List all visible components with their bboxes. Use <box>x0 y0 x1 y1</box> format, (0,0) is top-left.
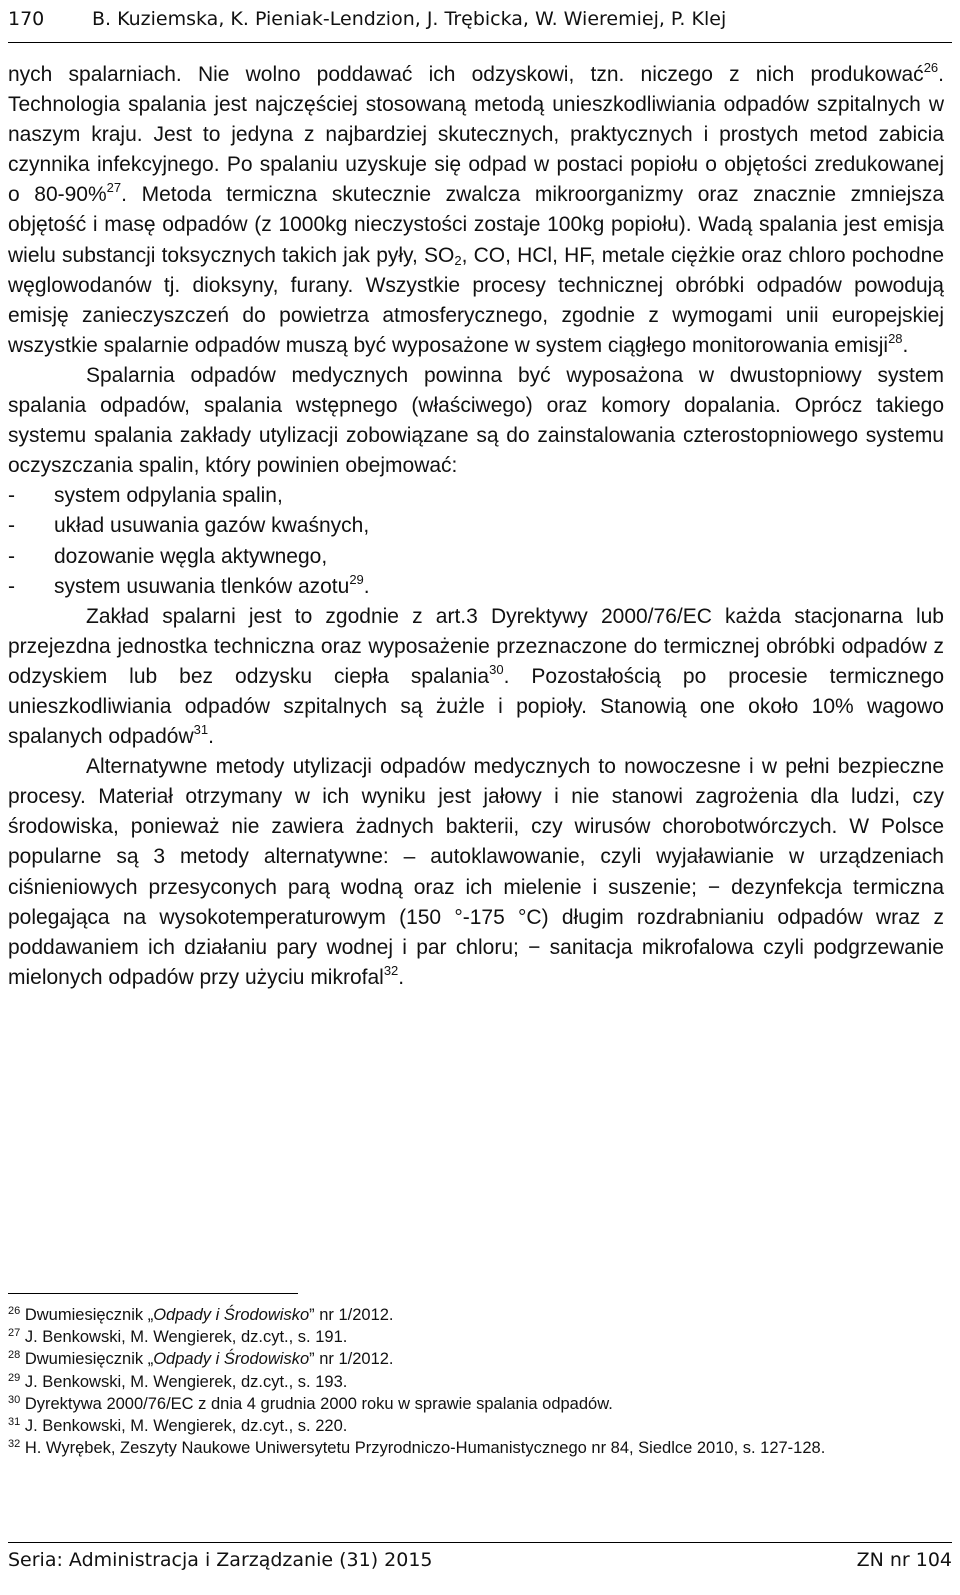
footnote-ref: 26 <box>923 60 939 75</box>
text-run: . <box>363 574 370 598</box>
text-run: Zakład spalarni jest to zgodnie z art.3 Dyrektywy 2000/76/EC każda stacjonarna lub przejezdna jednostka techniczna oraz wyposażenie przeznaczone do termicznej obróbki odpadów z odzyskiem lub bez odzysku ciepła spalania <box>8 604 944 688</box>
footer-series: Seria: Administracja i Zarządzanie (31) 2015 <box>8 1549 433 1571</box>
footnote-ref: 29 <box>349 571 364 587</box>
footnote-text: J. Benkowski, M. Wengierek, dz.cyt., s. 191. <box>24 1328 348 1347</box>
footnote-text: Dwumiesięcznik „ <box>24 1350 154 1369</box>
header-authors: B. Kuziemska, K. Pieniak-Lendzion, J. Trębicka, W. Wieremiej, P. Klej <box>92 8 727 30</box>
paragraph-3 <box>8 602 944 752</box>
footnote-number: 30 <box>8 1393 21 1406</box>
text-run: . Technologia spalania jest najczęściej stosowaną metodą unieszkodliwiania odpadów szpitalnych w naszym kraju. Jest to jedyna z najbardziej skutecznych, praktycznych i prostych metod zabicia czynnika infekcyjnego. Po spalaniu uzyskuje się odpad w postaci popiołu o objętości zredukowanej o 80-90% <box>8 63 944 207</box>
footnote-number: 32 <box>8 1438 21 1451</box>
list-item-text: układ usuwania gazów kwaśnych, <box>54 514 370 538</box>
running-header <box>8 8 952 30</box>
footnote-text: J. Benkowski, M. Wengierek, dz.cyt., s. 220. <box>24 1417 348 1436</box>
text-run: , CO, HCl, HF, metale ciężkie oraz chloro pochodne węglowodanów tj. dioksyny, furany. Wszystkie procesy technicznej obróbki odpadów powodują emisję zanieczyszczeń do powietrza atmosferycznego, zgodnie z wymogami unii europejskiej wszystkie spalarnie odpadów muszą być wyposażone w system ciągłego monitorowania emisji <box>8 243 945 357</box>
footnote <box>8 1304 944 1326</box>
footnote-title: Odpady i Środowisko <box>153 1306 310 1324</box>
paragraph-2 <box>8 361 944 481</box>
paragraph-4 <box>8 752 944 993</box>
header-divider <box>8 42 952 43</box>
footnote-divider <box>8 1293 298 1294</box>
footnote-title: Odpady i Środowisko <box>153 1350 310 1369</box>
footnote-text: H. Wyrębek, Zeszyty Naukowe Uniwersytetu Przyrodniczo-Humanistycznego nr 84, Siedlce 2010, s. 127-128. <box>24 1439 826 1458</box>
footer-issue: ZN nr 104 <box>856 1549 952 1571</box>
running-footer <box>8 1549 952 1571</box>
footnote-number: 31 <box>8 1416 21 1429</box>
list-item-text: dozowanie węgla aktywnego, <box>54 544 328 568</box>
list-item <box>8 511 944 541</box>
text-run: . <box>902 333 909 357</box>
list-item <box>8 481 944 511</box>
footnote-number: 26 <box>8 1305 21 1317</box>
footnote <box>8 1326 944 1348</box>
footnote-ref: 32 <box>383 962 399 978</box>
footnote <box>8 1348 944 1370</box>
footnote-number: 28 <box>8 1349 21 1362</box>
footnotes <box>8 1304 944 1459</box>
text-run: . Pozostałością po procesie termicznego unieszkodliwiania odpadów szpitalnych są żużle i popioły. Stanowią one około 10% wagowo spalanych odpadów <box>8 664 945 749</box>
paragraph-1 <box>8 60 944 361</box>
footnote-text: Dwumiesięcznik „ <box>24 1306 154 1324</box>
footnote-ref: 31 <box>193 722 209 738</box>
text-run: nych spalarniach. Nie wolno poddawać ich odzyskowi, tzn. niczego z nich produkować <box>8 63 924 86</box>
footnote-ref: 30 <box>489 661 504 677</box>
text-run: . <box>208 725 214 749</box>
text-run: . Metoda termiczna skutecznie zwalcza mikroorganizmy oraz znacznie zmniejsza objętość i masę odpadów (z 1000kg nieczystości zostaje 100kg popiołu). Wadą spalania jest emisja wielu substancji toksycznych takich jak pyły, SO <box>8 183 945 267</box>
list-dash: - <box>8 544 15 568</box>
footnote <box>8 1437 944 1459</box>
footnote <box>8 1371 944 1393</box>
text-run: . <box>398 965 405 989</box>
list-dash: - <box>8 514 15 538</box>
footnote-number: 29 <box>8 1371 21 1384</box>
footnote-ref: 28 <box>888 330 903 346</box>
list-item <box>8 572 944 602</box>
page-number: 170 <box>8 8 45 30</box>
list-item-text: system odpylania spalin, <box>54 484 283 508</box>
footnote-text: Dyrektywa 2000/76/EC z dnia 4 grudnia 2000 roku w sprawie spalania odpadów. <box>24 1394 613 1413</box>
subscript: 2 <box>454 252 462 268</box>
footnote-number: 27 <box>8 1327 21 1340</box>
list-dash: - <box>8 574 15 598</box>
bullet-list <box>8 481 944 601</box>
footnote <box>8 1393 944 1415</box>
footer-divider <box>8 1542 952 1543</box>
footnote-text: ” nr 1/2012. <box>309 1306 394 1324</box>
list-item <box>8 542 944 572</box>
footnote-ref: 27 <box>106 180 122 196</box>
footnote-text: ” nr 1/2012. <box>309 1350 394 1369</box>
list-dash: - <box>8 484 15 508</box>
footnote <box>8 1415 944 1437</box>
main-text <box>8 60 944 993</box>
text-run: Alternatywne metody utylizacji odpadów medycznych to nowoczesne i w pełni bezpieczne procesy. Materiał otrzymany w ich wyniku jest jałowy i nie stanowi zagrożenia dla ludzi, czy środowiska, ponieważ nie zawiera żadnych bakterii, czy wirusów chorobotwórczych. W Polsce popularne są 3 metody alternatywne: – autoklawowanie, czyli wyjaławianie w urządzeniach ciśnieniowych przesyconych parą wodną oraz ich mielenie i suszenie; − dezynfekcja termiczna polegająca na wysokotemperaturowym (150 °-175 °C) długim rozdrabnianiu odpadów wraz z poddawaniem ich działaniu pary wodnej i par chloru; − sanitacja mikrofalowa czyli podgrzewanie mielonych odpadów przy użyciu mikrofal <box>8 755 944 989</box>
footnote-text: J. Benkowski, M. Wengierek, dz.cyt., s. 193. <box>24 1372 348 1391</box>
text-run: Spalarnia odpadów medycznych powinna być wyposażona w dwustopniowy system spalania odpadów, spalania wstępnego (właściwego) oraz komory dopalania. Oprócz takiego systemu spalania zakłady utylizacji zobowiązane są do zainstalowania czterostopniowego systemu oczyszczania spalin, który powinien obejmować: <box>8 363 944 478</box>
list-item-text: system usuwania tlenków azotu <box>54 574 350 598</box>
